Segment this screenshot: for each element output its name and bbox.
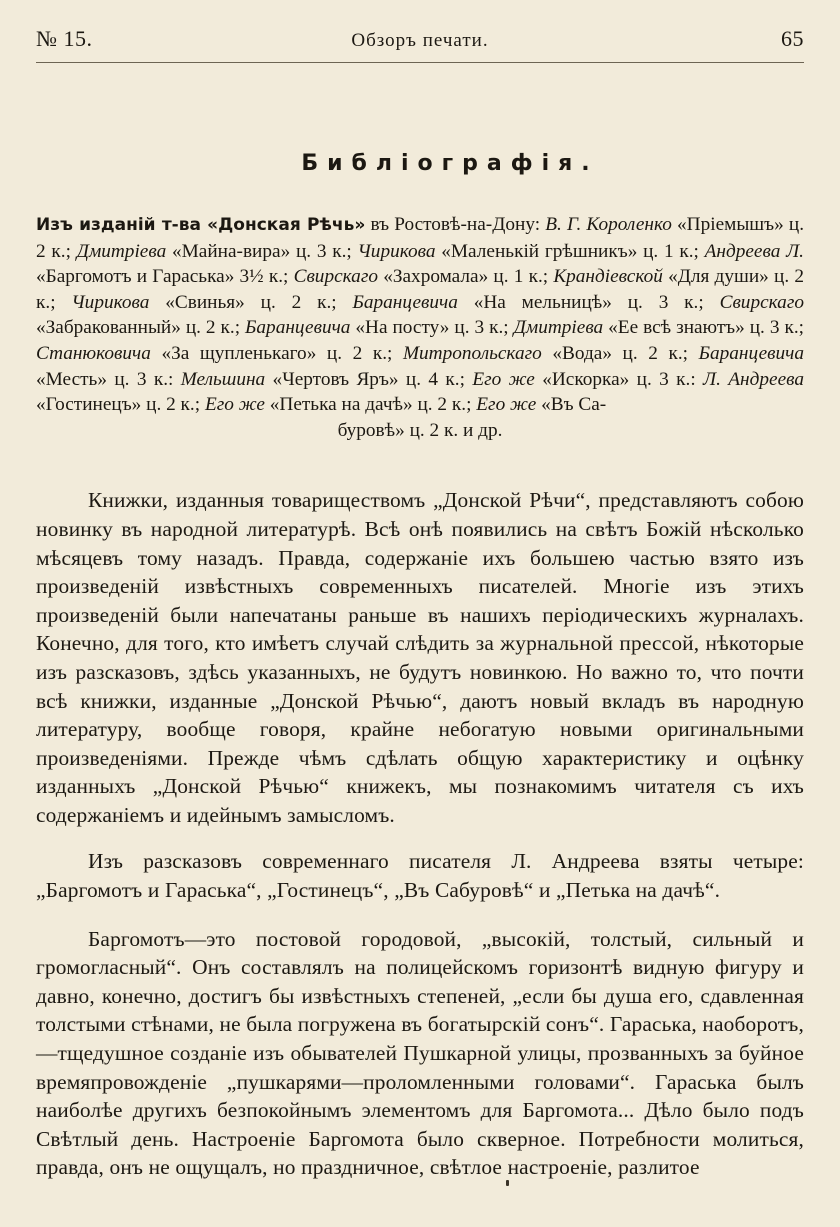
author-name: Баранцевича [698, 342, 804, 364]
bibliography-entry [36, 212, 804, 443]
author-name: Станюковича [36, 342, 151, 364]
title-price: «На посту» ц. 3 к.; [350, 317, 514, 339]
title-price: «Въ Са- [536, 394, 607, 416]
bibliography-last-line: буровѣ» ц. 2 к. и др. [337, 419, 503, 441]
author-name: Андреева Л. [704, 240, 804, 262]
title-price: «Петька на дачѣ» ц. 2 к.; [264, 394, 477, 416]
title-price: «Вода» ц. 2 к.; [541, 342, 699, 364]
author-name: Дмитріева [76, 240, 167, 262]
title-price: «Гостинецъ» ц. 2 к.; [36, 394, 205, 416]
title-price: «Свинья» ц. 2 к.; [149, 291, 353, 313]
page-number: 65 [781, 26, 804, 51]
header-rule [36, 62, 804, 63]
title-price: «Баргомотъ и Гараська» 3½ к.; [36, 266, 294, 288]
paragraph-3: Баргомотъ—это постовой городовой, „высокій, толстый, сильный и громогласный“. Онъ составлялъ на полицейскомъ горизонтѣ видную фигуру и давно, конечно, достигъ бы извѣстныхъ степеней, „если бы душа его, сдавленная толстыми стѣнами, не была погружена въ богатырскій сонъ“. Гараська, наоборотъ,—тщедушное созданіе изъ обывателей Пушкарной улицы, прозванныхъ за буйное времяпровожденіе „пушкарями—проломленными головами“. Гараська былъ наиболѣе другихъ безпокойнымъ элементомъ для Баргомота... Дѣло было подъ Свѣтлый день. Настроеніе Баргомота было скверное. Потребности молиться, правда, онъ не ощущалъ, но праздничное, свѣтлое настроеніе, разлитое [36, 926, 804, 1180]
author-name: Мельшина [180, 368, 266, 390]
author-name: Его же [204, 394, 265, 416]
author-name: Дмитріева [513, 317, 604, 339]
title-price: «Маленькій грѣшникъ» ц. 1 к.; [435, 240, 705, 262]
author-name: Свирскаго [293, 266, 378, 288]
title-price: «Пріемышъ» ц. 2 к.; [36, 214, 805, 262]
running-title: Обзоръ печати. [351, 30, 489, 51]
author-name: Крандіевской [553, 266, 663, 288]
bibliography-list [36, 214, 804, 415]
author-name: Его же [476, 394, 537, 416]
title-price: «За щупленькаго» ц. 2 к.; [150, 342, 403, 364]
title-price: «Ее всѣ знаютъ» ц. 3 к.; [603, 317, 804, 339]
author-name: Баранцевича [352, 291, 458, 313]
paragraph-2: Изъ разсказовъ современнаго писателя Л. Андреева взяты четыре: „Баргомотъ и Гараська“, „Гостинецъ“, „Въ Сабуровѣ“ и „Петька на дачѣ“. [36, 849, 804, 903]
title-price: «Майна-вира» ц. 3 к.; [166, 240, 358, 262]
title-price: «Для души» ц. 2 к.; [36, 266, 804, 313]
ink-dot [506, 1180, 509, 1186]
issue-number: № 15. [36, 26, 93, 51]
author-name: Чирикова [357, 240, 436, 262]
author-name: В. Г. Короленко [545, 214, 672, 235]
author-name: Л. Андреева [703, 368, 805, 390]
author-name: Митропольскаго [402, 342, 542, 364]
author-name: Чирикова [71, 291, 150, 313]
title-price: «Искорка» ц. 3 к.: [534, 368, 704, 390]
publisher-label: Изъ изданій т-ва «Донская Рѣчь» [36, 215, 366, 235]
paragraph-1: Книжки, изданныя товариществомъ „Донской Рѣчи“, представляютъ собою новинку въ народной литературѣ. Всѣ онѣ появились на свѣтъ Божій нѣсколько мѣсяцевъ тому назадъ. Правда, содержаніе ихъ большею частью взято изъ произведеній извѣстныхъ современныхъ писателей. Многіе изъ этихъ произведеній были напечатаны раньше въ нашихъ періодическихъ журналахъ. Конечно, для того, кто имѣетъ случай слѣдить за журнальной прессой, нѣкоторые изъ разсказовъ, здѣсь указанныхъ, не будутъ новинкою. Но важно то, что почти всѣ книжки, изданные „Донской Рѣчью“, даютъ новый вкладъ въ народную литературу, вообще говоря, крайне небогатую новыми оригинальными произведеніями. Прежде чѣмъ сдѣлать общую характеристику и оцѣнку изданныхъ „Донской Рѣчью“ книжекъ, мы познакомимъ читателя съ ихъ содержаніемъ и идейнымъ замысломъ. [36, 488, 804, 827]
author-name: Свирскаго [719, 291, 804, 313]
title-price: «Забракованный» ц. 2 к.; [36, 317, 246, 339]
title-price: «Чертовъ Яръ» ц. 4 к.; [265, 368, 473, 390]
title-price: въ Ростовѣ-на-Дону: [365, 214, 546, 235]
author-name: Баранцевича [245, 317, 351, 339]
running-header [36, 26, 804, 56]
title-price: «Захромала» ц. 1 к.; [378, 266, 554, 288]
title-price: «На мельницѣ» ц. 3 к.; [457, 291, 720, 313]
author-name: Его же [472, 368, 535, 390]
title-price: «Месть» ц. 3 к.: [36, 368, 181, 390]
section-title: Библіографія. [301, 151, 599, 176]
